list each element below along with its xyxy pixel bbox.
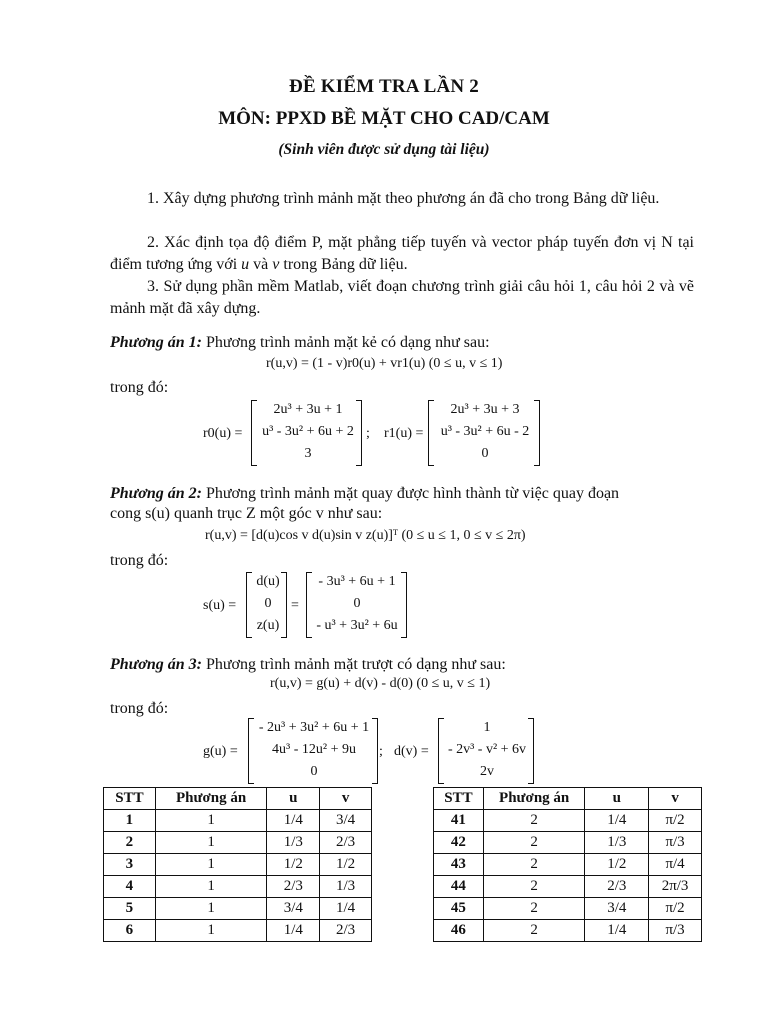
s-sym-right-bracket	[281, 572, 287, 638]
option-cell: 2	[483, 898, 585, 920]
r0-right-bracket	[356, 400, 362, 466]
g-label: g(u) =	[203, 744, 238, 759]
option2-heading: Phương án 2: Phương trình mảnh mặt quay được hình thành từ việc quay đoạn	[110, 485, 620, 502]
d-label: d(v) =	[394, 744, 429, 759]
r1-row-2: u³ - 3u² + 6u - 2	[440, 424, 530, 439]
g-row-3: 0	[310, 764, 318, 779]
u-cell: 1/4	[585, 810, 649, 832]
s-val-right-bracket	[401, 572, 407, 638]
stt-cell: 45	[434, 898, 484, 920]
option-cell: 1	[155, 832, 267, 854]
option3-where: trong đó:	[110, 700, 169, 717]
stt-cell: 2	[104, 832, 156, 854]
r1-row-1: 2u³ + 3u + 3	[450, 402, 520, 417]
u-cell: 1/3	[267, 832, 320, 854]
column-header-v: v	[649, 788, 702, 810]
table-header-row	[434, 788, 702, 810]
s-sym-row-2: 0	[264, 596, 272, 611]
option2-text: cong s(u) quanh trục Z một góc v như sau:	[110, 505, 383, 522]
table-row	[104, 854, 372, 876]
option-cell: 2	[483, 810, 585, 832]
g-row-1: - 2u³ + 3u² + 6u + 1	[258, 720, 370, 735]
table-row	[104, 810, 372, 832]
r0-row-1: 2u³ + 3u + 1	[273, 402, 343, 417]
option1-where: trong đó:	[110, 379, 169, 396]
u-cell: 1/2	[267, 854, 320, 876]
option-cell: 2	[483, 920, 585, 942]
column-header-option: Phương án	[483, 788, 585, 810]
r0-label: r0(u) =	[203, 426, 243, 441]
table-row	[104, 832, 372, 854]
option3-heading: Phương án 3: Phương trình mảnh mặt trượt có dạng như sau:	[110, 656, 506, 673]
option1-heading: Phương án 1: Phương trình mảnh mặt kẻ có dạng như sau:	[110, 334, 490, 351]
u-cell: 1/4	[267, 920, 320, 942]
question-2: 2. Xác định tọa độ điểm P, mặt phẳng tiếp tuyến và vector pháp tuyến đơn vị N tại điểm tương ứng với u và v trong Bảng dữ liệu.	[110, 234, 694, 273]
column-header-u: u	[585, 788, 649, 810]
v-cell: π/2	[649, 810, 702, 832]
table-row	[104, 876, 372, 898]
table-row	[434, 832, 702, 854]
column-header-stt: STT	[104, 788, 156, 810]
exam-note: (Sinh viên được sử dụng tài liệu)	[278, 141, 490, 158]
r1-row-3: 0	[481, 446, 489, 461]
stt-cell: 3	[104, 854, 156, 876]
stt-cell: 4	[104, 876, 156, 898]
v-cell: π/4	[649, 854, 702, 876]
option3-separator: ;	[379, 744, 383, 759]
data-table-left	[103, 787, 372, 942]
option-cell: 2	[483, 876, 585, 898]
option-cell: 1	[155, 854, 267, 876]
r1-label: r1(u) =	[384, 426, 424, 441]
s-sym-row-1: d(u)	[256, 574, 280, 589]
option-cell: 1	[155, 876, 267, 898]
u-cell: 3/4	[585, 898, 649, 920]
option1-separator: ;	[366, 426, 370, 441]
v-cell: 3/4	[320, 810, 372, 832]
column-header-stt: STT	[434, 788, 484, 810]
s-equals: =	[291, 598, 299, 613]
option2-where: trong đó:	[110, 552, 169, 569]
table-row	[104, 920, 372, 942]
option-cell: 2	[483, 854, 585, 876]
option-cell: 2	[483, 832, 585, 854]
option-cell: 1	[155, 898, 267, 920]
s-label: s(u) =	[203, 598, 237, 613]
option-cell: 1	[155, 920, 267, 942]
data-table-right	[433, 787, 702, 942]
u-cell: 1/4	[267, 810, 320, 832]
g-row-2: 4u³ - 12u² + 9u	[272, 742, 356, 757]
table-row	[434, 876, 702, 898]
stt-cell: 6	[104, 920, 156, 942]
s-sym-row-3: z(u)	[256, 618, 280, 633]
u-cell: 3/4	[267, 898, 320, 920]
d-right-bracket	[528, 718, 534, 784]
s-val-row-2: 0	[353, 596, 361, 611]
option-cell: 1	[155, 810, 267, 832]
r0-row-2: u³ - 3u² + 6u + 2	[262, 424, 354, 439]
table-row	[104, 898, 372, 920]
u-cell: 1/2	[585, 854, 649, 876]
option3-formula: r(u,v) = g(u) + d(v) - d(0) (0 ≤ u, v ≤ 1)	[270, 676, 491, 691]
column-header-option: Phương án	[155, 788, 267, 810]
v-cell: 2/3	[320, 832, 372, 854]
option2-formula: r(u,v) = [d(u)cos v d(u)sin v z(u)]ᵀ (0 ≤ u ≤ 1, 0 ≤ v ≤ 2π)	[205, 528, 526, 543]
stt-cell: 44	[434, 876, 484, 898]
u-cell: 1/3	[585, 832, 649, 854]
u-cell: 2/3	[585, 876, 649, 898]
g-right-bracket	[372, 718, 378, 784]
column-header-v: v	[320, 788, 372, 810]
v-cell: 1/4	[320, 898, 372, 920]
stt-cell: 1	[104, 810, 156, 832]
u-cell: 2/3	[267, 876, 320, 898]
question-3: 3. Sử dụng phần mềm Matlab, viết đoạn chương trình giải câu hỏi 1, câu hỏi 2 và vẽ mảnh mặt đã xây dựng.	[110, 278, 694, 317]
stt-cell: 5	[104, 898, 156, 920]
v-cell: π/3	[649, 832, 702, 854]
stt-cell: 42	[434, 832, 484, 854]
r0-row-3: 3	[304, 446, 312, 461]
stt-cell: 43	[434, 854, 484, 876]
column-header-u: u	[267, 788, 320, 810]
course-title: MÔN: PPXD BỀ MẶT CHO CAD/CAM	[218, 108, 550, 129]
s-val-row-1: - 3u³ + 6u + 1	[318, 574, 396, 589]
exam-title: ĐỀ KIỂM TRA LẦN 2	[289, 76, 479, 97]
d-row-1: 1	[483, 720, 491, 735]
table-row	[434, 898, 702, 920]
table-row	[434, 854, 702, 876]
s-val-row-3: - u³ + 3u² + 6u	[316, 618, 398, 633]
table-row	[434, 920, 702, 942]
v-cell: 1/2	[320, 854, 372, 876]
v-cell: 2π/3	[649, 876, 702, 898]
table-row	[434, 810, 702, 832]
u-cell: 1/4	[585, 920, 649, 942]
v-cell: 1/3	[320, 876, 372, 898]
v-cell: π/3	[649, 920, 702, 942]
v-cell: π/2	[649, 898, 702, 920]
question-1: 1. Xây dựng phương trình mảnh mặt theo phương án đã cho trong Bảng dữ liệu.	[147, 190, 660, 207]
table-header-row	[104, 788, 372, 810]
stt-cell: 46	[434, 920, 484, 942]
stt-cell: 41	[434, 810, 484, 832]
v-cell: 2/3	[320, 920, 372, 942]
option1-formula: r(u,v) = (1 - v)r0(u) + vr1(u) (0 ≤ u, v ≤ 1)	[266, 356, 503, 371]
r1-right-bracket	[534, 400, 540, 466]
d-row-2: - 2v³ - v² + 6v	[447, 742, 527, 757]
d-row-3: 2v	[480, 764, 494, 779]
